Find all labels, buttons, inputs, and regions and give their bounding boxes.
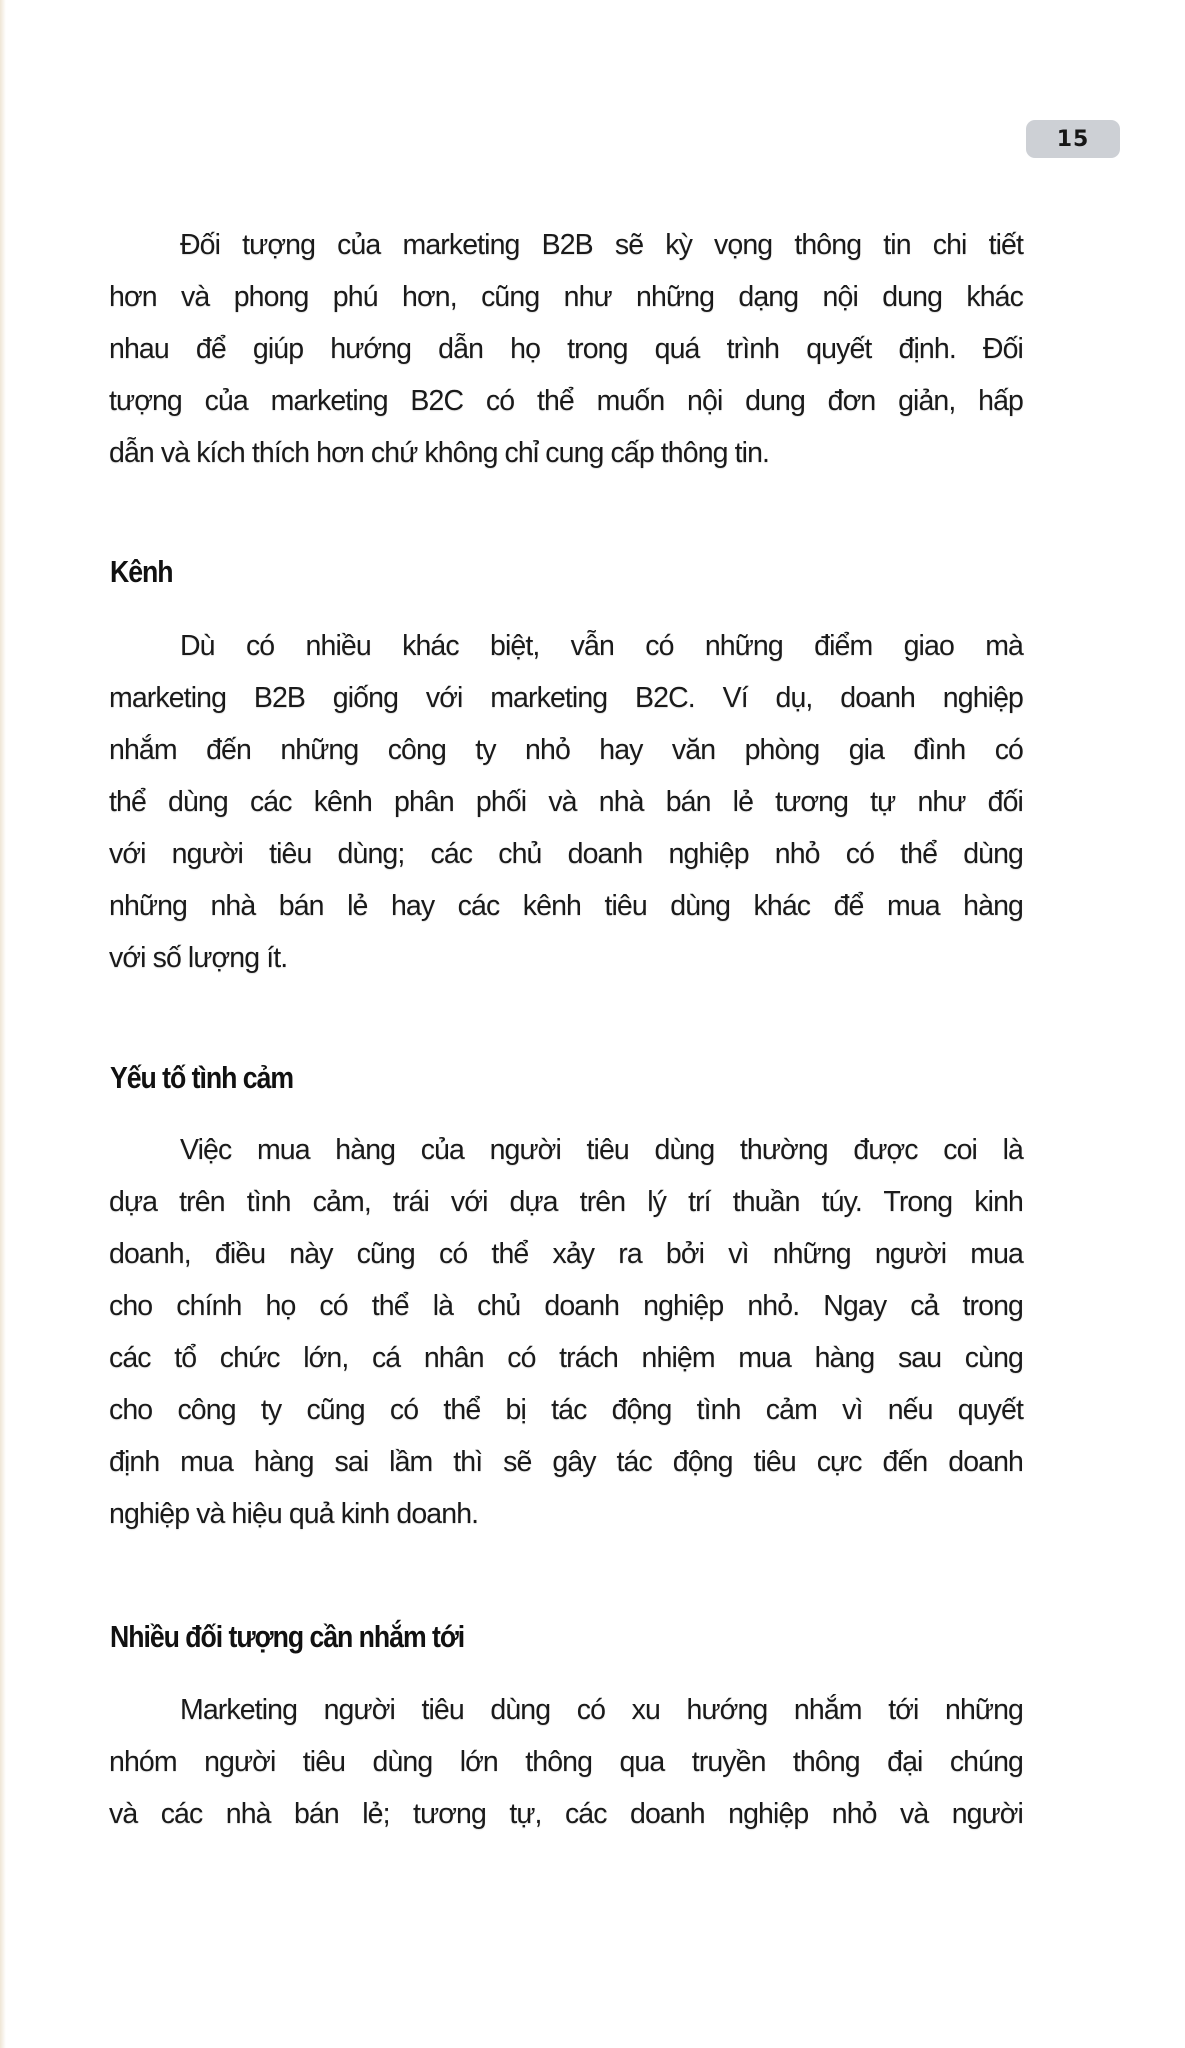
text-line: dựa trên tình cảm, trái với dựa trên lý trí thuần túy. Trong kinh (109, 1186, 1023, 1218)
section-heading-emotion: Yếu tố tình cảm (110, 1060, 294, 1095)
page-edge-shadow (0, 0, 6, 2048)
text-line: Marketing người tiêu dùng có xu hướng nhắm tới những (180, 1694, 1023, 1726)
text-line: những nhà bán lẻ hay các kênh tiêu dùng khác để mua hàng (109, 890, 1023, 922)
text-line: Việc mua hàng của người tiêu dùng thường được coi là (180, 1134, 1023, 1166)
text-line: nhau để giúp hướng dẫn họ trong quá trình quyết định. Đối (109, 333, 1023, 365)
paragraph-multiple-audiences (109, 1684, 1023, 1840)
section-heading-channel: Kênh (110, 554, 173, 589)
text-line: nhắm đến những công ty nhỏ hay văn phòng gia đình có (109, 734, 1023, 766)
text-line: với người tiêu dùng; các chủ doanh nghiệp nhỏ có thể dùng (109, 838, 1023, 870)
text-line: Dù có nhiều khác biệt, vẫn có những điểm giao mà (180, 630, 1023, 662)
text-line: dẫn và kích thích hơn chứ không chỉ cung cấp thông tin. (109, 437, 770, 469)
text-line: nhóm người tiêu dùng lớn thông qua truyền thông đại chúng (109, 1746, 1023, 1778)
page-number-badge (1026, 120, 1120, 158)
text-line: với số lượng ít. (109, 942, 288, 974)
text-line: marketing B2B giống với marketing B2C. Ví dụ, doanh nghiệp (109, 682, 1023, 714)
text-line: doanh, điều này cũng có thể xảy ra bởi vì những người mua (109, 1238, 1023, 1270)
text-line: các tổ chức lớn, cá nhân có trách nhiệm mua hàng sau cùng (109, 1342, 1023, 1374)
text-line: nghiệp và hiệu quả kinh doanh. (109, 1498, 479, 1530)
text-line: hơn và phong phú hơn, cũng như những dạng nội dung khác (109, 281, 1023, 313)
text-line: và các nhà bán lẻ; tương tự, các doanh nghiệp nhỏ và người (109, 1798, 1023, 1830)
paragraph-intro (109, 219, 1023, 479)
text-line: tượng của marketing B2C có thể muốn nội dung đơn giản, hấp (109, 385, 1023, 417)
text-line: cho công ty cũng có thể bị tác động tình cảm vì nếu quyết (109, 1394, 1023, 1426)
text-line: thể dùng các kênh phân phối và nhà bán lẻ tương tự như đối (109, 786, 1023, 818)
text-line: định mua hàng sai lầm thì sẽ gây tác động tiêu cực đến doanh (109, 1446, 1023, 1478)
text-line: cho chính họ có thể là chủ doanh nghiệp nhỏ. Ngay cả trong (109, 1290, 1023, 1322)
page-number: 15 (1056, 126, 1090, 152)
paragraph-channel (109, 620, 1023, 984)
text-line: Đối tượng của marketing B2B sẽ kỳ vọng thông tin chi tiết (180, 229, 1023, 261)
section-heading-multiple-audiences: Nhiều đối tượng cần nhắm tới (110, 1619, 465, 1654)
paragraph-emotion (109, 1124, 1023, 1540)
